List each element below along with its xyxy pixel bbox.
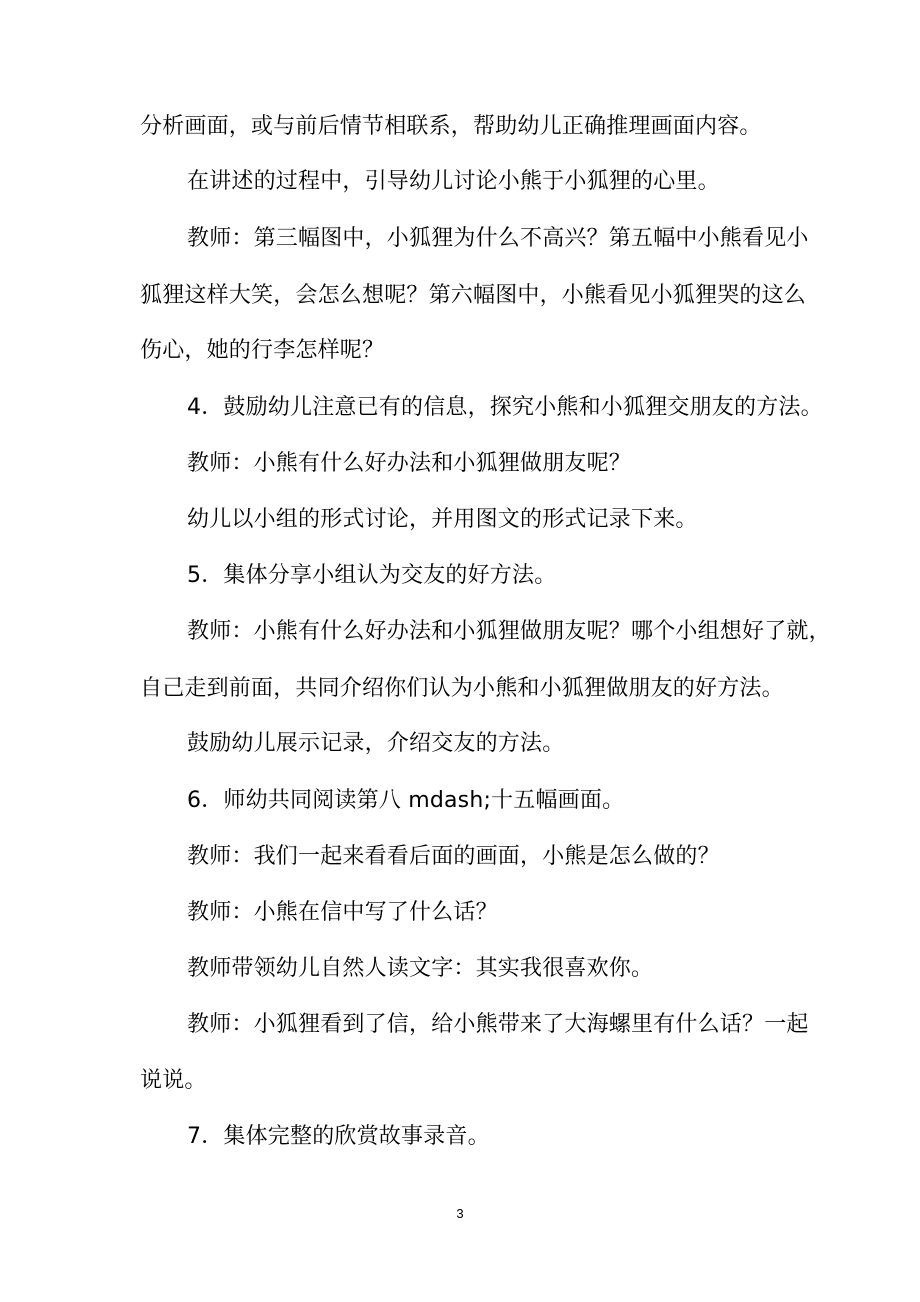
paragraph-line: 自己走到前面，共同介绍你们认为小熊和小狐狸做朋友的好方法。	[140, 676, 784, 701]
paragraph-line: 教师带领幼儿自然人读文字：其实我很喜欢你。	[187, 956, 654, 981]
paragraph-line: 鼓励幼儿展示记录，介绍交友的方法。	[187, 731, 565, 756]
paragraph-line: 伤心，她的行李怎样呢？	[140, 338, 385, 363]
paragraph-line: 5．集体分享小组认为交友的好方法。	[187, 563, 557, 588]
paragraph-line: 教师：小熊有什么好办法和小狐狸做朋友呢？	[187, 451, 632, 476]
paragraph-line: 说说。	[140, 1068, 207, 1093]
paragraph-line: 教师：小熊有什么好办法和小狐狸做朋友呢？哪个小组想好了就，	[187, 619, 831, 644]
paragraph-line: 教师：小熊在信中写了什么话？	[187, 900, 498, 925]
paragraph-line: 分析画面，或与前后情节相联系，帮助幼儿正确推理画面内容。	[140, 114, 762, 139]
paragraph-line: 教师：第三幅图中，小狐狸为什么不高兴？第五幅中小熊看见小	[187, 226, 809, 251]
page-number: 3	[456, 1206, 464, 1221]
paragraph-line: 4．鼓励幼儿注意已有的信息，探究小熊和小狐狸交朋友的方法。	[187, 395, 823, 420]
paragraph-line: 教师：我们一起来看看后面的画面，小熊是怎么做的？	[187, 844, 720, 869]
paragraph-line: 教师：小狐狸看到了信，给小熊带来了大海螺里有什么话？一起	[187, 1012, 809, 1037]
paragraph-line: 6．师幼共同阅读第八 mdash;十五幅画面。	[187, 788, 625, 813]
paragraph-line: 幼儿以小组的形式讨论，并用图文的形式记录下来。	[187, 507, 698, 532]
paragraph-line: 在讲述的过程中，引导幼儿讨论小熊于小狐狸的心里。	[187, 169, 720, 194]
paragraph-line: 7．集体完整的欣赏故事录音。	[187, 1124, 490, 1149]
paragraph-line: 狐狸这样大笑，会怎么想呢？第六幅图中，小熊看见小狐狸哭的这么	[140, 283, 807, 308]
